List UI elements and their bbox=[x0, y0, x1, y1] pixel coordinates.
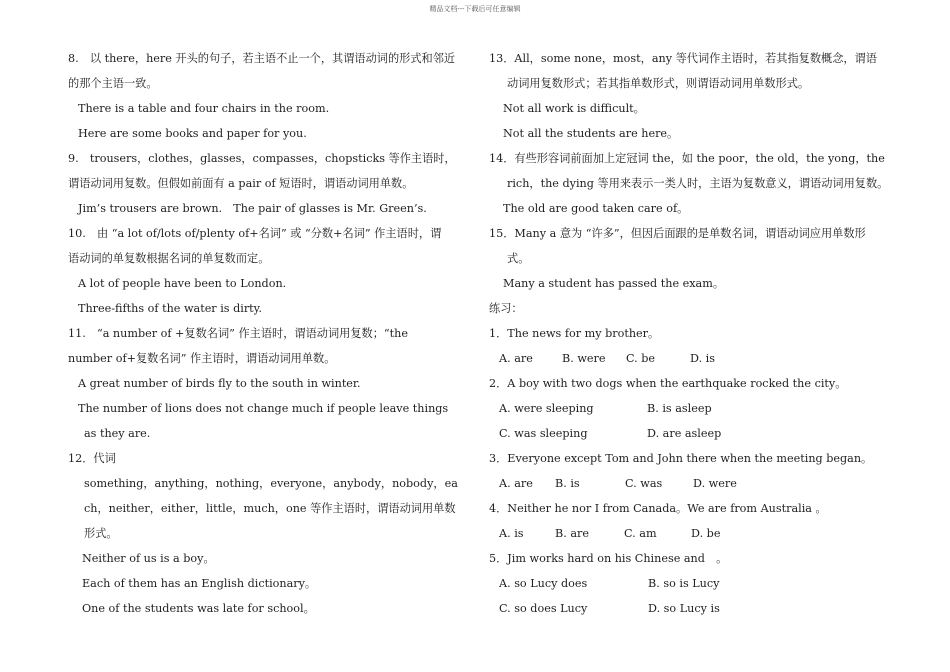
right-column bbox=[489, 50, 889, 625]
rule-9-line-1: 9. trousers，clothes，glasses，compasses，chopsticks 等作主语时， bbox=[68, 152, 456, 165]
rule-12-line-2: ch，neither，either，little，much，one 等作主语时，谓语动词用单数 bbox=[84, 502, 456, 515]
rule-13-example-2: Not all the students are here。 bbox=[503, 127, 679, 140]
q2-option-c: C. was sleeping bbox=[499, 427, 588, 440]
rule-14-example: The old are good taken care of。 bbox=[503, 202, 689, 215]
rule-15-line-2: 式。 bbox=[507, 252, 530, 265]
rule-9-line-2: 谓语动词用复数。但假如前面有 a pair of 短语时，谓语动词用单数。 bbox=[68, 177, 414, 190]
q2-option-a: A. were sleeping bbox=[499, 402, 594, 415]
rule-11-example-1: A great number of birds fly to the south in winter. bbox=[78, 377, 361, 390]
rule-15-line-1: 15．Many a 意为 “许多”，但因后面跟的是单数名词，谓语动词应用单数形 bbox=[489, 227, 866, 240]
rule-11-line-1: 11. “a number of +复数名词” 作主语时，谓语动词用复数；“the bbox=[68, 327, 408, 340]
question-5: 5．Jim works hard on his Chinese and 。 bbox=[489, 552, 728, 565]
question-5-options-row-1 bbox=[489, 575, 889, 600]
q5-option-c: C. so does Lucy bbox=[499, 602, 588, 615]
question-4-options bbox=[489, 525, 889, 550]
q4-option-b: B. are bbox=[555, 527, 589, 540]
q4-option-c: C. am bbox=[624, 527, 657, 540]
rule-8-example-2: Here are some books and paper for you. bbox=[78, 127, 307, 140]
rule-12-example-2: Each of them has an English dictionary。 bbox=[82, 577, 317, 590]
rule-12-title: 12．代词 bbox=[68, 452, 116, 465]
q5-option-d: D. so Lucy is bbox=[648, 602, 720, 615]
question-2-options-row-1 bbox=[489, 400, 889, 425]
q3-option-b: B. is bbox=[555, 477, 580, 490]
question-2-options-row-2 bbox=[489, 425, 889, 450]
q3-option-d: D. were bbox=[693, 477, 737, 490]
rule-11-line-2: number of+复数名词” 作主语时，谓语动词用单数。 bbox=[68, 352, 336, 365]
q3-option-a: A. are bbox=[499, 477, 533, 490]
rule-15-example: Many a student has passed the exam。 bbox=[503, 277, 725, 290]
rule-10-example-2: Three-fifths of the water is dirty. bbox=[78, 302, 263, 315]
rule-11-example-2: The number of lions does not change much if people leave things bbox=[78, 402, 449, 415]
q2-option-d: D. are asleep bbox=[647, 427, 722, 440]
q3-option-c: C. was bbox=[625, 477, 663, 490]
q4-option-a: A. is bbox=[499, 527, 524, 540]
q1-option-d: D. is bbox=[690, 352, 716, 365]
rule-8-line-1: 8. 以 there，here 开头的句子，若主语不止一个，其谓语动词的形式和邻近 bbox=[68, 52, 456, 65]
page-header: 精品文档---下载后可任意编辑 bbox=[429, 5, 521, 13]
question-5-options-row-2 bbox=[489, 600, 889, 625]
q4-option-d: D. be bbox=[691, 527, 721, 540]
question-4: 4．Neither he nor I from Canada。We are from Australia 。 bbox=[489, 502, 827, 515]
question-2: 2．A boy with two dogs when the earthquake rocked the city。 bbox=[489, 377, 847, 390]
q2-option-b: B. is asleep bbox=[647, 402, 712, 415]
rule-12-example-3: One of the students was late for school。 bbox=[82, 602, 315, 615]
q5-option-a: A. so Lucy does bbox=[499, 577, 588, 590]
rule-12-line-3: 形式。 bbox=[84, 527, 118, 540]
rule-12-example-1: Neither of us is a boy。 bbox=[82, 552, 215, 565]
rule-12-line-1: something，anything，nothing，everyone，anybody，nobody，ea bbox=[84, 477, 458, 490]
rule-14-line-1: 14．有些形容词前面加上定冠词 the，如 the poor，the old，the yong，the bbox=[489, 152, 885, 165]
rule-8-line-2: 的那个主语一致。 bbox=[68, 77, 158, 90]
rule-8-example-1: There is a table and four chairs in the room. bbox=[78, 102, 330, 115]
question-3: 3．Everyone except Tom and John there when the meeting began。 bbox=[489, 452, 873, 465]
question-1: 1．The news for my brother。 bbox=[489, 327, 660, 340]
q1-option-b: B. were bbox=[562, 352, 606, 365]
rule-10-example-1: A lot of people have been to London. bbox=[78, 277, 287, 290]
rule-13-example-1: Not all work is difficult。 bbox=[503, 102, 645, 115]
question-3-options bbox=[489, 475, 889, 500]
q5-option-b: B. so is Lucy bbox=[648, 577, 720, 590]
left-column bbox=[68, 50, 460, 625]
rule-9-example: Jim’s trousers are brown. The pair of glasses is Mr. Green’s. bbox=[78, 202, 427, 215]
practice-title: 练习： bbox=[489, 302, 523, 315]
question-1-options bbox=[489, 350, 889, 375]
rule-13-line-2: 动词用复数形式；若其指单数形式，则谓语动词用单数形式。 bbox=[507, 77, 810, 90]
rule-10-line-2: 语动词的单复数根据名词的单复数而定。 bbox=[68, 252, 270, 265]
rule-11-example-2-cont: as they are. bbox=[84, 427, 151, 440]
rule-13-line-1: 13．All，some none，most，any 等代词作主语时，若其指复数概念，谓语 bbox=[489, 52, 877, 65]
rule-14-line-2: rich，the dying 等用来表示一类人时，主语为复数意义，谓语动词用复数。 bbox=[507, 177, 889, 190]
q1-option-a: A. are bbox=[499, 352, 533, 365]
q1-option-c: C. be bbox=[626, 352, 656, 365]
rule-10-line-1: 10. 由 “a lot of/lots of/plenty of+名词” 或 “分数+名词” 作主语时，谓 bbox=[68, 227, 442, 240]
